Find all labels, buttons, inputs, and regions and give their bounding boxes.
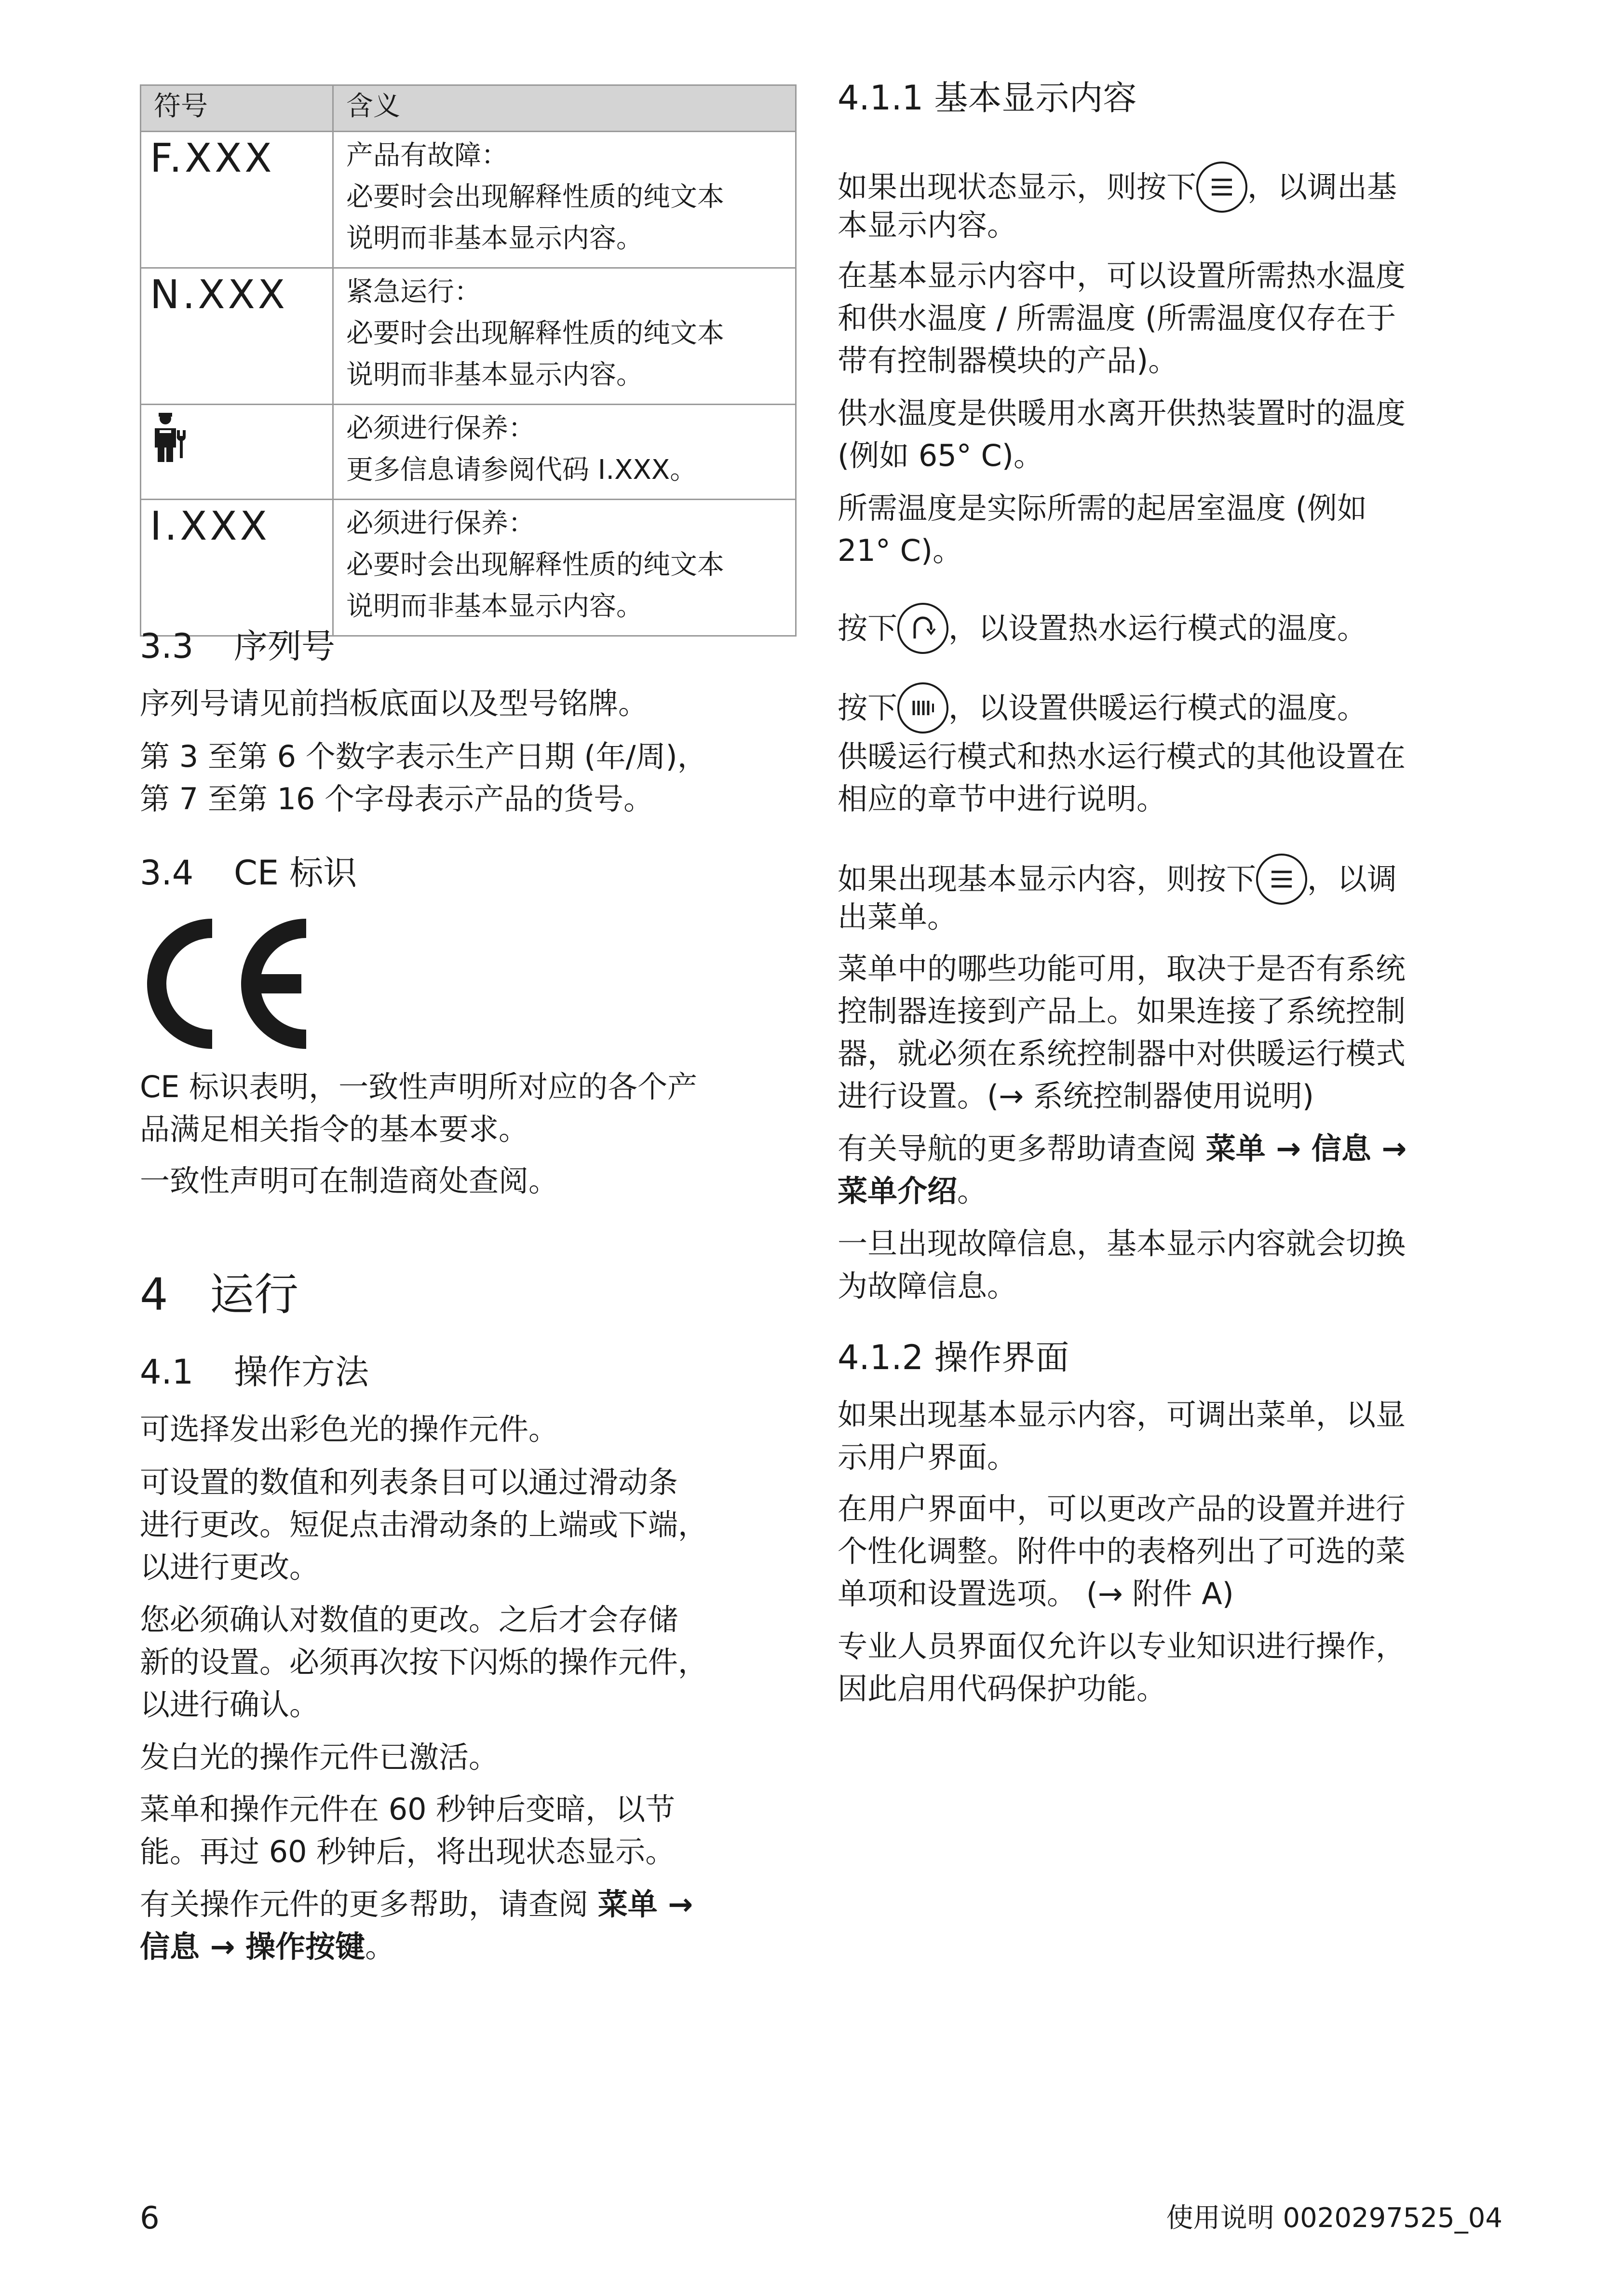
paragraph: 所需温度是实际所需的起居室温度 (例如 bbox=[838, 490, 1367, 526]
table-row bbox=[141, 500, 796, 636]
menu-path-link[interactable]: 菜单 → bbox=[597, 1887, 693, 1922]
menu-path-link[interactable]: 菜单介绍 bbox=[838, 1173, 958, 1209]
meaning-line: 说明而非基本显示内容。 bbox=[346, 591, 643, 622]
paragraph: 在基本显示内容中，可以设置所需热水温度 bbox=[838, 258, 1406, 293]
ce-mark-logo bbox=[140, 911, 309, 1058]
paragraph: 示用户界面。 bbox=[838, 1440, 1017, 1475]
paragraph: 品满足相关指令的基本要求。 bbox=[140, 1112, 529, 1147]
header-symbol: 符号 bbox=[141, 85, 333, 132]
paragraph: 因此启用代码保护功能。 bbox=[838, 1671, 1167, 1706]
paragraph: 如果出现状态显示，则按下 ，以调出基 bbox=[838, 162, 1397, 213]
heading-4-1-1: 4.1.1 基本显示内容 bbox=[838, 78, 1137, 118]
heading-4-1: 4.1 操作方法 bbox=[140, 1352, 369, 1392]
symbol-code: I.XXX bbox=[150, 503, 270, 549]
paragraph: 21° C)。 bbox=[838, 533, 963, 568]
paragraph: 有关导航的更多帮助请查阅 菜单 → 信息 → bbox=[838, 1131, 1407, 1166]
paragraph: 为故障信息。 bbox=[838, 1268, 1017, 1304]
paragraph: 一旦出现故障信息，基本显示内容就会切换 bbox=[838, 1226, 1406, 1261]
meaning-line: 必要时会出现解释性质的纯文本 bbox=[346, 318, 724, 349]
paragraph: 信息 → 操作按键。 bbox=[140, 1929, 395, 1964]
heating-button-icon[interactable] bbox=[897, 682, 948, 734]
paragraph: CE 标识表明，一致性声明所对应的各个产 bbox=[140, 1069, 698, 1104]
paragraph: 可设置的数值和列表条目可以通过滑动条 bbox=[140, 1465, 678, 1500]
symbol-code: N.XXX bbox=[150, 272, 288, 318]
paragraph: 您必须确认对数值的更改。之后才会存储 bbox=[140, 1602, 678, 1637]
meaning-line: 必须进行保养： bbox=[346, 508, 535, 539]
paragraph: 供暖运行模式和热水运行模式的其他设置在 bbox=[838, 739, 1406, 774]
paragraph: 专业人员界面仅允许以专业知识进行操作， bbox=[838, 1629, 1406, 1664]
paragraph: 个性化调整。附件中的表格列出了可选的菜 bbox=[838, 1534, 1406, 1569]
heading-3-4: 3.4 CE 标识 bbox=[140, 853, 357, 893]
paragraph: 带有控制器模块的产品)。 bbox=[838, 343, 1178, 378]
paragraph: 按下 ，以设置供暖运行模式的温度。 bbox=[838, 682, 1367, 734]
meaning-line: 必要时会出现解释性质的纯文本 bbox=[346, 181, 724, 213]
table-row bbox=[141, 405, 796, 500]
paragraph: 新的设置。必须再次按下闪烁的操作元件， bbox=[140, 1644, 708, 1680]
paragraph: 有关操作元件的更多帮助，请查阅 菜单 → bbox=[140, 1887, 693, 1922]
menu-button-icon[interactable] bbox=[1256, 854, 1307, 905]
menu-button-icon[interactable] bbox=[1196, 162, 1247, 213]
paragraph: 能。再过 60 秒钟后，将出现状态显示。 bbox=[140, 1834, 676, 1869]
meaning-line: 必要时会出现解释性质的纯文本 bbox=[346, 549, 724, 581]
service-technician-icon bbox=[150, 411, 189, 464]
symbol-code: F.XXX bbox=[150, 136, 275, 181]
document-id: 使用说明 0020297525_04 bbox=[1166, 2202, 1502, 2234]
symbol-table bbox=[140, 84, 797, 637]
meaning-line: 紧急运行： bbox=[346, 276, 481, 308]
paragraph: 第 7 至第 16 个字母表示产品的货号。 bbox=[140, 781, 654, 816]
meaning-line: 更多信息请参阅代码 I.XXX。 bbox=[346, 454, 697, 486]
paragraph: 菜单介绍。 bbox=[838, 1173, 987, 1209]
paragraph: 和供水温度 / 所需温度 (所需温度仅存在于 bbox=[838, 300, 1396, 336]
paragraph: 一致性声明可在制造商处查阅。 bbox=[140, 1163, 559, 1198]
table-row bbox=[141, 268, 796, 405]
paragraph: 菜单和操作元件在 60 秒钟后变暗，以节 bbox=[140, 1792, 676, 1827]
heading-4: 4 运行 bbox=[140, 1269, 299, 1320]
paragraph: 本显示内容。 bbox=[838, 207, 1017, 243]
meaning-line: 必须进行保养： bbox=[346, 413, 535, 444]
meaning-line: 说明而非基本显示内容。 bbox=[346, 223, 643, 254]
hot-water-button-icon[interactable] bbox=[897, 603, 948, 654]
paragraph: 发白光的操作元件已激活。 bbox=[140, 1739, 499, 1775]
menu-path-link[interactable]: 信息 → 操作按键 bbox=[140, 1929, 365, 1964]
paragraph: 供水温度是供暖用水离开供热装置时的温度 bbox=[838, 395, 1406, 431]
paragraph: 可选择发出彩色光的操作元件。 bbox=[140, 1412, 559, 1447]
header-meaning: 含义 bbox=[333, 85, 796, 132]
paragraph: 菜单中的哪些功能可用，取决于是否有系统 bbox=[838, 951, 1406, 986]
paragraph: 以进行更改。 bbox=[140, 1549, 320, 1585]
paragraph: 第 3 至第 6 个数字表示生产日期 (年/周)， bbox=[140, 739, 707, 774]
paragraph: 进行设置。(→ 系统控制器使用说明) bbox=[838, 1078, 1314, 1114]
paragraph: (例如 65° C)。 bbox=[838, 438, 1043, 473]
paragraph: 器，就必须在系统控制器中对供暖运行模式 bbox=[838, 1036, 1406, 1071]
heading-3-3: 3.3 序列号 bbox=[140, 626, 335, 666]
paragraph: 在用户界面中，可以更改产品的设置并进行 bbox=[838, 1491, 1406, 1526]
paragraph: 进行更改。短促点击滑动条的上端或下端， bbox=[140, 1507, 708, 1542]
paragraph: 以进行确认。 bbox=[140, 1687, 320, 1722]
table-row bbox=[141, 132, 796, 268]
menu-path-link[interactable]: 菜单 → 信息 → bbox=[1205, 1131, 1407, 1166]
paragraph: 序列号请见前挡板底面以及型号铭牌。 bbox=[140, 686, 649, 721]
meaning-line: 产品有故障： bbox=[346, 140, 508, 171]
page-number: 6 bbox=[140, 2201, 160, 2236]
heading-4-1-2: 4.1.2 操作界面 bbox=[838, 1338, 1069, 1377]
paragraph: 如果出现基本显示内容，则按下 ，以调 bbox=[838, 854, 1397, 905]
paragraph: 单项和设置选项。 (→ 附件 A) bbox=[838, 1576, 1234, 1611]
table-header-row bbox=[141, 85, 796, 132]
paragraph: 出菜单。 bbox=[838, 899, 958, 935]
paragraph: 如果出现基本显示内容，可调出菜单，以显 bbox=[838, 1397, 1406, 1432]
paragraph: 控制器连接到产品上。如果连接了系统控制 bbox=[838, 993, 1406, 1029]
meaning-line: 说明而非基本显示内容。 bbox=[346, 359, 643, 391]
paragraph: 按下 ，以设置热水运行模式的温度。 bbox=[838, 603, 1367, 654]
paragraph: 相应的章节中进行说明。 bbox=[838, 781, 1167, 816]
